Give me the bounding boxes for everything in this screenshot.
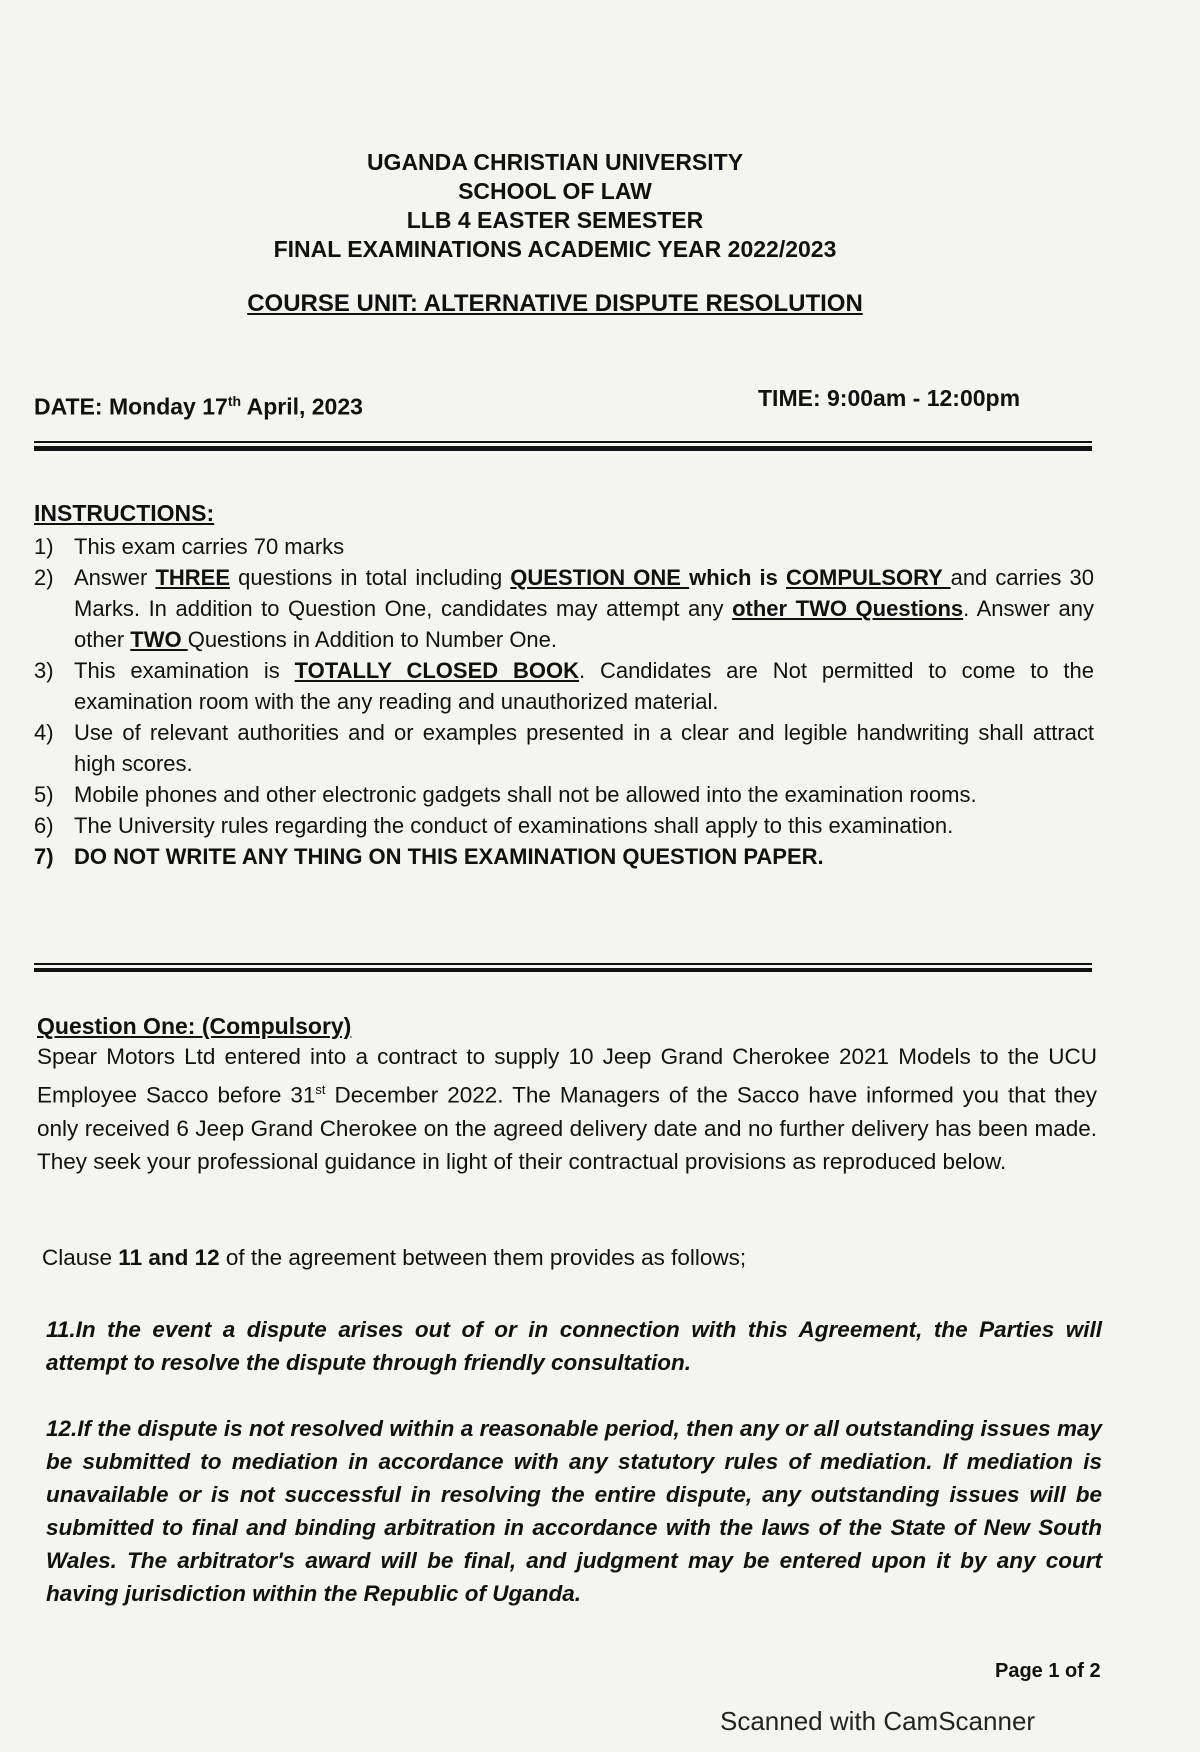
list-item: 2) Answer THREE questions in total including QUESTION ONE which is COMPULSORY and carries 30 Marks. In addition to Question One, candidates may attempt any other TWO Questions. Answer any other TWO Questions in Addition to Number One. bbox=[34, 565, 1095, 652]
divider bbox=[34, 963, 1092, 965]
question-one-title: Question One: (Compulsory) bbox=[37, 1013, 352, 1039]
instructions-title: INSTRUCTIONS: bbox=[34, 500, 215, 526]
scanner-watermark: Scanned with CamScanner bbox=[720, 1706, 1036, 1736]
semester-label: LLB 4 EASTER SEMESTER bbox=[406, 207, 704, 233]
instructions-list bbox=[34, 531, 1094, 872]
list-item: 3) This examination is TOTALLY CLOSED BOOK. Candidates are Not permitted to come to the examination room with the any reading and unauthorized material. bbox=[34, 658, 1094, 714]
clause-11: 11.In the event a dispute arises out of or in connection with this Agreement, the Parties will attempt to resolve the dispute through friendly consultation. bbox=[46, 1317, 1102, 1375]
list-item: 5) Mobile phones and other electronic gadgets shall not be allowed into the examination rooms. bbox=[34, 782, 977, 807]
exam-date: DATE: Monday 17th April, 2023 bbox=[34, 393, 363, 420]
list-item: 4) Use of relevant authorities and or examples presented in a clear and legible handwriting shall attract high scores. bbox=[34, 720, 1094, 776]
list-item: 1) This exam carries 70 marks bbox=[34, 534, 345, 559]
clause-intro: Clause 11 and 12 of the agreement between them provides as follows; bbox=[42, 1245, 747, 1270]
list-item: 7) DO NOT WRITE ANY THING ON THIS EXAMINATION QUESTION PAPER. bbox=[34, 844, 824, 869]
divider bbox=[34, 441, 1092, 443]
page-number: Page 1 of 2 bbox=[995, 1660, 1101, 1682]
clause-12: 12.If the dispute is not resolved within a reasonable period, then any or all outstanding issues may be submitted to mediation in accordance with any statutory rules of mediation. If mediation is unavailable or is not successful in resolving the entire dispute, any outstanding issues will be submitted to final and binding arbitration in accordance with the laws of the State of New South Wales. The arbitrator's award will be final, and judgment may be entered upon it by any court having jurisdiction within the Republic of Uganda. bbox=[46, 1416, 1102, 1606]
question-one-text: Spear Motors Ltd entered into a contract to supply 10 Jeep Grand Cherokee 2021 Models to the UCU Employee Sacco before 31st December 2022. The Managers of the Sacco have informed you that they only received 6 Jeep Grand Cherokee on the agreed delivery date and no further delivery has been made. They seek your professional guidance in light of their contractual provisions as reproduced below. bbox=[37, 1044, 1097, 1174]
divider bbox=[34, 968, 1092, 972]
list-item: 6) The University rules regarding the conduct of examinations shall apply to this examination. bbox=[34, 813, 954, 838]
divider bbox=[34, 446, 1092, 451]
exam-header bbox=[0, 148, 1110, 264]
school-name: SCHOOL OF LAW bbox=[458, 178, 652, 204]
university-name: UGANDA CHRISTIAN UNIVERSITY bbox=[366, 149, 744, 175]
course-unit: COURSE UNIT: ALTERNATIVE DISPUTE RESOLUTION bbox=[247, 290, 863, 317]
exam-title: FINAL EXAMINATIONS ACADEMIC YEAR 2022/2023 bbox=[273, 236, 837, 262]
exam-time: TIME: 9:00am - 12:00pm bbox=[758, 385, 1021, 411]
